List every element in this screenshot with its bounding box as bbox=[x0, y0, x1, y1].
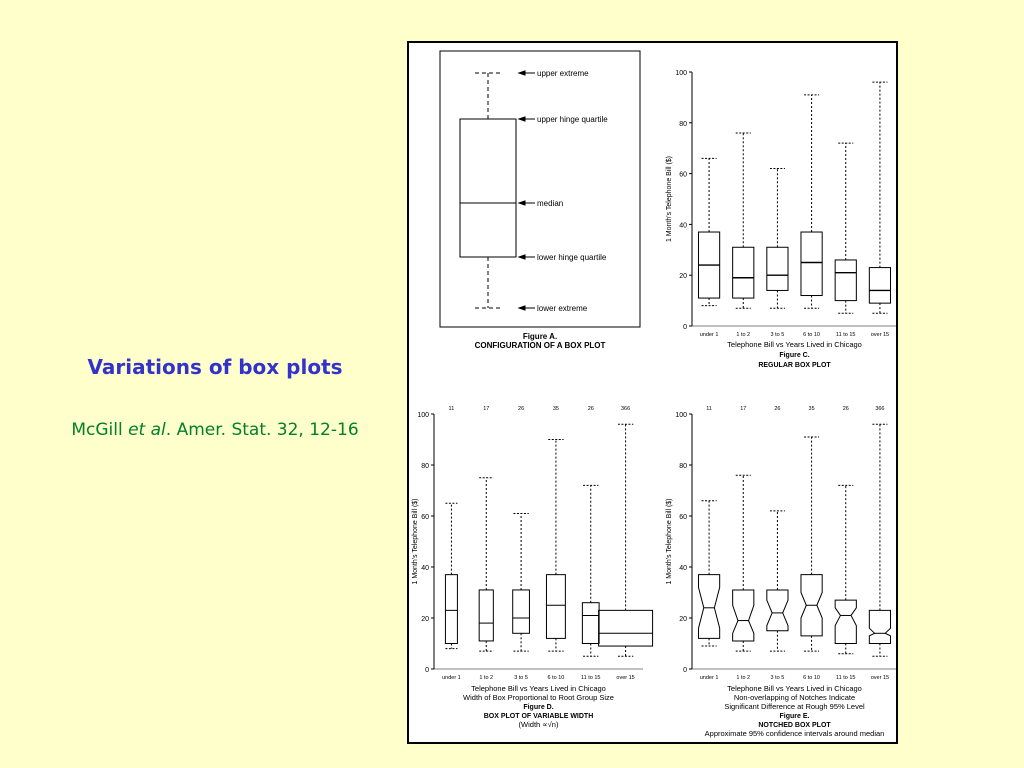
y-tick-label: 40 bbox=[421, 565, 429, 572]
figure-d bbox=[412, 406, 653, 729]
y-tick-label: 0 bbox=[683, 324, 687, 331]
figure-caption-line: Figure E. bbox=[779, 713, 810, 720]
figure-svg bbox=[409, 43, 900, 746]
label-lower-hinge: lower hinge quartile bbox=[537, 253, 607, 262]
y-tick-label: 100 bbox=[675, 412, 687, 419]
x-tick-label: 3 to 5 bbox=[770, 675, 785, 681]
figure-caption-line: REGULAR BOX PLOT bbox=[758, 362, 831, 369]
box bbox=[445, 575, 457, 644]
y-tick-label: 20 bbox=[679, 616, 687, 623]
figure-caption-line: BOX PLOT OF VARIABLE WIDTH bbox=[483, 713, 594, 720]
figure-a-caption-1: Figure A. bbox=[522, 332, 558, 341]
figure-caption-line: Figure D. bbox=[523, 704, 554, 711]
x-tick-label: 11 to 15 bbox=[581, 675, 601, 681]
group-count-label: 17 bbox=[740, 406, 747, 412]
x-tick-label: over 15 bbox=[870, 675, 890, 681]
figure-caption-line: Telephone Bill vs Years Lived in Chicago bbox=[471, 684, 606, 693]
x-tick-label: under 1 bbox=[699, 332, 719, 338]
figure-a-box bbox=[460, 119, 516, 257]
notched-box bbox=[767, 590, 788, 631]
citation-journal: . Amer. Stat. 32, 12-16 bbox=[165, 420, 359, 440]
group-count-label: 11 bbox=[706, 406, 712, 412]
x-tick-label: 11 to 15 bbox=[836, 675, 856, 681]
y-tick-label: 60 bbox=[679, 171, 687, 179]
figure-panel bbox=[407, 41, 898, 744]
y-axis-label: 1 Month's Telephone Bill ($) bbox=[666, 498, 673, 585]
y-axis-label: 1 Month's Telephone Bill ($) bbox=[666, 155, 673, 243]
x-tick-label: 3 to 5 bbox=[770, 332, 785, 338]
figure-caption-line: Telephone Bill vs Years Lived in Chicago bbox=[727, 340, 862, 349]
notched-box bbox=[869, 610, 890, 643]
slide-title: Variations of box plots bbox=[87, 355, 343, 379]
group-count-label: 26 bbox=[774, 406, 781, 412]
group-count-label: 26 bbox=[587, 406, 594, 412]
slide-citation bbox=[40, 418, 390, 442]
label-median: median bbox=[537, 199, 564, 208]
group-count-label: 35 bbox=[808, 406, 815, 412]
box bbox=[733, 247, 754, 298]
box bbox=[869, 268, 890, 304]
x-tick-label: 6 to 10 bbox=[547, 675, 565, 681]
y-tick-label: 80 bbox=[679, 463, 687, 470]
y-tick-label: 60 bbox=[421, 514, 429, 521]
y-tick-label: 100 bbox=[675, 70, 687, 77]
box bbox=[767, 247, 788, 290]
x-tick-label: 1 to 2 bbox=[736, 675, 751, 681]
citation-et-al: et al bbox=[128, 420, 166, 440]
box bbox=[479, 590, 493, 641]
x-tick-label: over 15 bbox=[616, 675, 635, 681]
y-tick-label: 40 bbox=[679, 222, 687, 230]
figure-a-frame bbox=[440, 51, 640, 327]
x-tick-label: 1 to 2 bbox=[479, 675, 494, 681]
label-upper-hinge: upper hinge quartile bbox=[537, 115, 608, 124]
figure-c bbox=[666, 70, 897, 369]
box bbox=[582, 603, 599, 644]
box bbox=[835, 260, 856, 301]
figure-caption-line: Telephone Bill vs Years Lived in Chicago bbox=[727, 684, 862, 693]
citation-author: McGill bbox=[71, 420, 129, 440]
figure-caption-line: Significant Difference at Rough 95% Level bbox=[724, 702, 865, 711]
label-upper-extreme: upper extreme bbox=[537, 69, 589, 78]
group-count-label: 17 bbox=[483, 406, 490, 412]
figure-caption-line: Figure C. bbox=[779, 352, 810, 359]
y-tick-label: 60 bbox=[679, 514, 687, 521]
notched-box bbox=[835, 600, 856, 643]
figure-a bbox=[440, 51, 640, 350]
group-count-label: 26 bbox=[518, 406, 525, 412]
y-tick-label: 80 bbox=[421, 463, 429, 470]
box bbox=[513, 590, 530, 633]
x-tick-label: 6 to 10 bbox=[803, 675, 820, 681]
y-tick-label: 80 bbox=[679, 120, 687, 128]
figure-a-caption-2: CONFIGURATION OF A BOX PLOT bbox=[474, 341, 606, 350]
y-tick-label: 20 bbox=[421, 616, 429, 623]
x-tick-label: under 1 bbox=[699, 675, 719, 681]
y-tick-label: 20 bbox=[679, 273, 687, 281]
figure-e bbox=[666, 406, 897, 738]
group-count-label: 11 bbox=[448, 406, 455, 412]
y-tick-label: 0 bbox=[683, 667, 687, 674]
group-count-label: 26 bbox=[842, 406, 849, 412]
figure-caption-line: Approximate 95% confidence intervals around median bbox=[704, 729, 885, 738]
x-tick-label: 6 to 10 bbox=[803, 332, 820, 338]
group-count-label: 366 bbox=[620, 406, 631, 412]
x-tick-label: over 15 bbox=[870, 332, 890, 338]
y-tick-label: 0 bbox=[425, 667, 429, 674]
figure-a-pointers bbox=[519, 71, 535, 310]
group-count-label: 366 bbox=[875, 406, 885, 412]
notched-box bbox=[733, 590, 754, 641]
figure-caption-line: Width of Box Proportional to Root Group Size bbox=[463, 693, 614, 702]
figure-caption-line: Non-overlapping of Notches Indicate bbox=[733, 693, 856, 702]
x-tick-label: 11 to 15 bbox=[836, 332, 856, 338]
y-tick-label: 40 bbox=[679, 565, 687, 572]
x-tick-label: under 1 bbox=[442, 675, 461, 681]
y-axis-label: 1 Month's Telephone Bill ($) bbox=[412, 498, 419, 585]
box bbox=[546, 575, 565, 639]
figure-caption-line: NOTCHED BOX PLOT bbox=[758, 722, 831, 729]
figure-caption-line: (Width ∝√n) bbox=[518, 720, 559, 729]
x-tick-label: 1 to 2 bbox=[736, 332, 751, 338]
x-tick-label: 3 to 5 bbox=[514, 675, 528, 681]
label-lower-extreme: lower extreme bbox=[537, 304, 588, 313]
box bbox=[599, 610, 653, 646]
group-count-label: 35 bbox=[552, 406, 559, 412]
y-tick-label: 100 bbox=[417, 412, 429, 419]
box bbox=[801, 232, 822, 296]
notched-box bbox=[698, 575, 719, 639]
